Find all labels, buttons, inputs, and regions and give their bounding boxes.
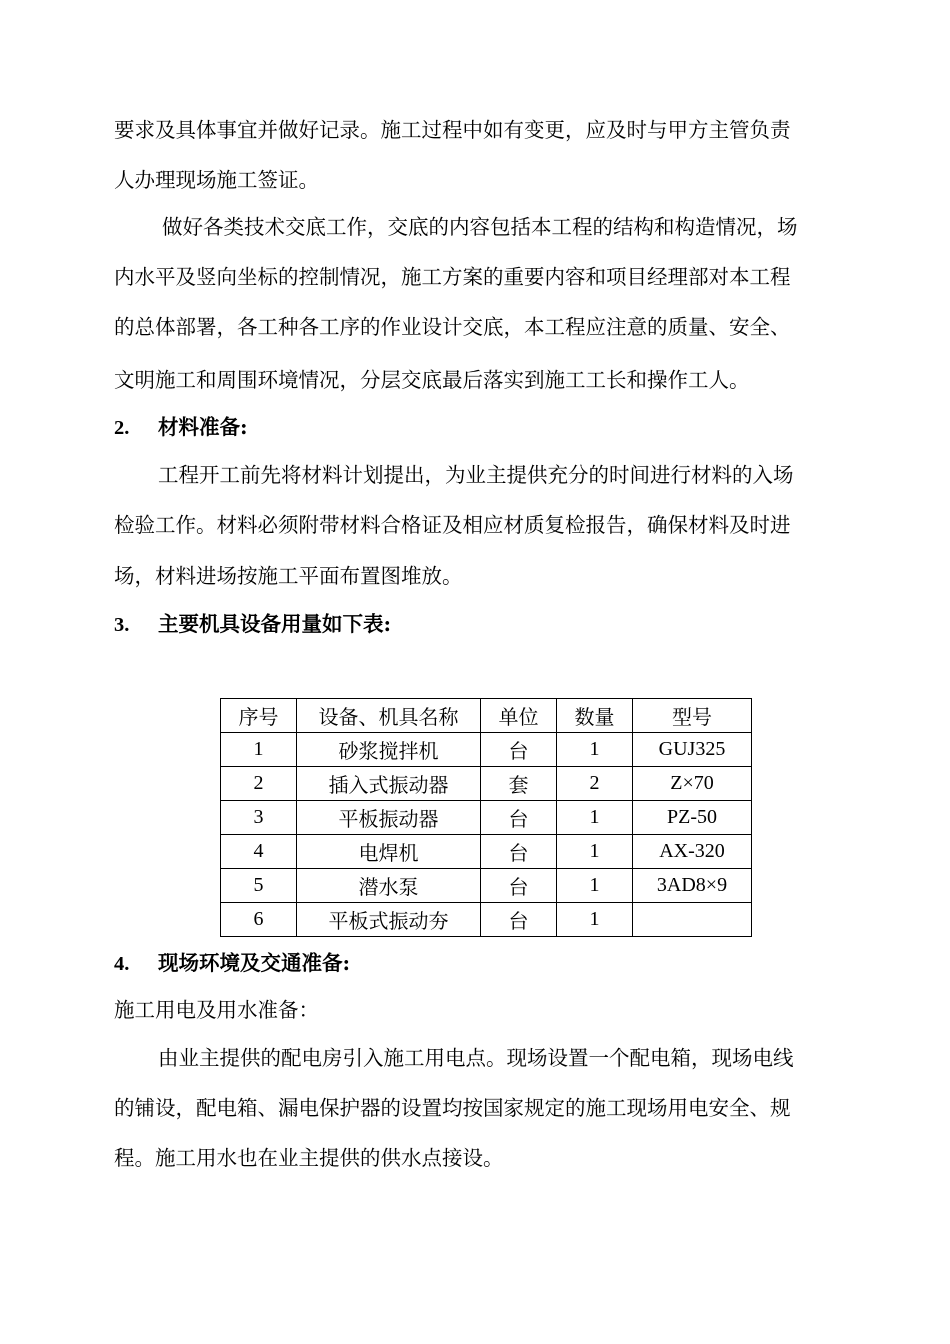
section-heading [114,609,391,640]
body-text-line: 由业主提供的配电房引入施工用电点。现场设置一个配电箱，现场电线 [158,1046,794,1070]
section-title: 材料准备: [158,415,248,439]
body-text-line: 的总体部署，各工种各工序的作业设计交底，本工程应注意的质量、安全、 [114,315,791,339]
table-cell: GUJ325 [633,733,752,767]
section-number: 3. [114,614,130,636]
table-cell: 4 [221,835,297,869]
table-row [221,733,752,767]
table-cell: 2 [557,767,633,801]
table-row [221,801,752,835]
section-number: 4. [114,953,130,975]
column-header: 序号 [221,699,297,733]
table-row [221,835,752,869]
table-cell: 台 [481,869,557,903]
section-title: 主要机具设备用量如下表: [158,612,392,636]
section-heading [114,948,350,979]
body-text-line: 要求及具体事宜并做好记录。施工过程中如有变更，应及时与甲方主管负责 [114,118,791,142]
body-text-line: 内水平及竖向坐标的控制情况，施工方案的重要内容和项目经理部对本工程 [114,265,791,289]
table-cell: 3AD8×9 [633,869,752,903]
table-cell: 1 [557,801,633,835]
table-cell: 1 [557,733,633,767]
table-cell: 台 [481,801,557,835]
table-cell: 插入式振动器 [297,767,481,801]
table-cell: 潜水泵 [297,869,481,903]
table-cell: 台 [481,903,557,937]
column-header: 数量 [557,699,633,733]
section-number: 2. [114,417,130,439]
table-cell: 6 [221,903,297,937]
body-text-line: 程。施工用水也在业主提供的供水点接设。 [114,1146,504,1170]
body-text-line: 的铺设，配电箱、漏电保护器的设置均按国家规定的施工现场用电安全、规 [114,1096,791,1120]
table-cell: 平板振动器 [297,801,481,835]
table-cell: 1 [557,869,633,903]
table-cell: 2 [221,767,297,801]
table-cell: PZ-50 [633,801,752,835]
table-cell: 套 [481,767,557,801]
table-header-row [221,699,752,733]
table-cell: 砂浆搅拌机 [297,733,481,767]
table-cell: 平板式振动夯 [297,903,481,937]
column-header: 设备、机具名称 [297,699,481,733]
body-text-line: 文明施工和周围环境情况，分层交底最后落实到施工工长和操作工人。 [114,368,750,392]
column-header: 型号 [633,699,752,733]
table-row [221,767,752,801]
table-row [221,869,752,903]
table-cell: 台 [481,733,557,767]
equipment-table [220,698,752,937]
table-cell: 1 [221,733,297,767]
table-cell: 1 [557,903,633,937]
table-row [221,903,752,937]
table-cell [633,903,752,937]
subsection-title: 施工用电及用水准备： [114,998,319,1022]
body-text-line: 场，材料进场按施工平面布置图堆放。 [114,564,463,588]
body-text-line: 工程开工前先将材料计划提出，为业主提供充分的时间进行材料的入场 [158,463,794,487]
table-cell: 1 [557,835,633,869]
table-cell: 台 [481,835,557,869]
table-cell: 5 [221,869,297,903]
section-title: 现场环境及交通准备: [158,951,351,975]
table-cell: 3 [221,801,297,835]
body-text-line: 做好各类技术交底工作，交底的内容包括本工程的结构和构造情况，场 [162,215,798,239]
body-text-line: 检验工作。材料必须附带材料合格证及相应材质复检报告，确保材料及时进 [114,513,791,537]
section-heading [114,412,248,443]
body-text-line: 人办理现场施工签证。 [114,168,319,192]
table-cell: AX-320 [633,835,752,869]
column-header: 单位 [481,699,557,733]
table-cell: Z×70 [633,767,752,801]
table-cell: 电焊机 [297,835,481,869]
